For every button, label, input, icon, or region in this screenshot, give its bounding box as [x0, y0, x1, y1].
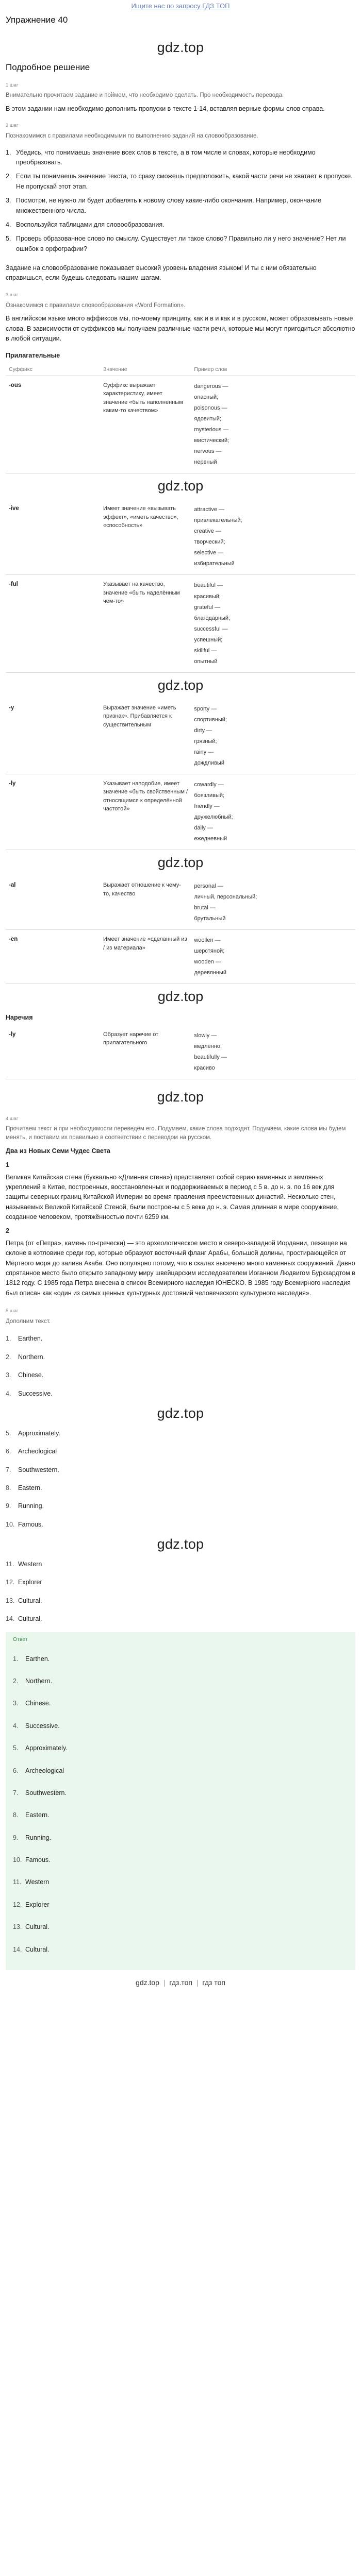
list-item — [6, 1461, 355, 1479]
footer-separator: | — [196, 1978, 199, 1987]
text-heading: Два из Новых Семи Чудес Света — [6, 1147, 110, 1155]
item-word: Northern. — [18, 1353, 45, 1361]
item-number: 11. — [13, 1878, 22, 1886]
meaning-cell: Указывает на качество, значение «быть наделённым чем-то» — [100, 575, 191, 672]
item-word: Running. — [18, 1502, 44, 1510]
example-word: woollen — — [194, 937, 221, 944]
item-word: Explorer — [18, 1579, 42, 1586]
table-row — [6, 774, 355, 850]
list-item — [6, 1555, 355, 1573]
example-word: poisonous — — [194, 405, 227, 412]
example-word: мистический; — [194, 437, 229, 444]
list-item: 2. Если ты понимаешь значение текста, то сразу сможешь предположить, какой части речи не хватает в пропуске. Не пропускай этот этап. — [6, 173, 353, 190]
table-row — [6, 876, 355, 930]
list-item — [13, 1715, 348, 1737]
item-number: 14. — [13, 1945, 22, 1953]
example-word: благодарный; — [194, 615, 231, 621]
example-word: красиво — [194, 1064, 215, 1071]
item-number: 3. — [13, 1700, 19, 1707]
answer-label: Ответ — [13, 1636, 28, 1643]
watermark: gdz.top — [157, 1405, 204, 1421]
example-word: творческий; — [194, 539, 225, 546]
item-word: Western — [25, 1878, 50, 1886]
item-word: Archeological — [18, 1448, 57, 1455]
table-row — [6, 1025, 355, 1079]
watermark: gdz.top — [157, 1089, 204, 1105]
list-item — [6, 1425, 355, 1443]
example-word: personal — — [194, 883, 223, 890]
page-title: Упражнение 40 — [6, 15, 68, 25]
meaning-cell: Выражает отношение к чему-то, качество — [100, 876, 191, 930]
item-number: 1. — [6, 1335, 11, 1343]
step-note: Дополним текст. — [6, 1318, 51, 1325]
item-number: 12. — [6, 1579, 15, 1586]
suffix-cell: -ly — [6, 774, 100, 850]
item-number: 6. — [6, 1448, 11, 1455]
footer-link[interactable]: gdz.top — [136, 1978, 159, 1987]
item-number: 8. — [13, 1811, 19, 1819]
item-number: 9. — [6, 1502, 11, 1510]
item-word: Cultural. — [18, 1597, 42, 1604]
item-number: 7. — [13, 1789, 19, 1797]
item-number: 14. — [6, 1615, 15, 1622]
item-word: Running. — [25, 1834, 52, 1841]
step-label: 2 шаг — [6, 123, 19, 129]
watermark: gdz.top — [157, 478, 204, 494]
item-number: 13. — [6, 1597, 15, 1604]
paragraph-text: Великая Китайская стена (буквально «Длинная стена») представляет собой серию каменных и земляных укреплений в Китае, построенных, восстановленных и поддерживаемых в период с 5 в. до н. э. по 16 век для защиты северных границ Китайской Империи во время правления преемственных династий. Несколько стен, называемых Великой Китайской Стеной, были построены с 5 века до н. э. Самая длинная в мире сооружение, созданное человеком, протяжённостью почти 6259 км. — [6, 1173, 339, 1221]
item-number: 5. — [13, 1744, 19, 1752]
suffix-cell: -ful — [6, 575, 100, 672]
example-word: cowardly — — [194, 781, 224, 788]
rules-list — [6, 146, 355, 256]
suffix-cell: -al — [6, 876, 100, 930]
example-word: skillful — — [194, 647, 217, 654]
item-word: Successive. — [25, 1722, 60, 1730]
item-word: Earthen. — [18, 1335, 43, 1343]
example-word: красивый; — [194, 593, 221, 600]
meaning-cell: Выражает значение «иметь признак». Прибавляется к существительным — [100, 699, 191, 774]
step-note: Прочитаем текст и при необходимости переведём его. Подумаем, какие слова подходят. Подумаем, какие слова мы будем менять, и поставим их правильно в соответствии с переводом на русском. — [6, 1126, 346, 1141]
item-word: Southwestern. — [18, 1466, 59, 1473]
list-item — [13, 1804, 348, 1826]
item-word: Successive. — [18, 1389, 53, 1397]
answer-list — [13, 1648, 348, 1961]
item-word: Northern. — [25, 1677, 53, 1685]
examples-cell — [191, 930, 355, 984]
example-word: успешный; — [194, 636, 223, 643]
table-row — [6, 376, 355, 473]
list-item — [13, 1871, 348, 1893]
examples-cell — [191, 376, 355, 473]
table-title: Прилагательные — [6, 352, 60, 360]
example-word: нервный — [194, 459, 217, 466]
example-word: selective — — [194, 550, 224, 556]
item-number: 1. — [13, 1655, 19, 1663]
example-word: rainy — — [194, 749, 214, 755]
example-word: sporty — — [194, 705, 217, 712]
column-header: Пример слов — [191, 363, 355, 376]
example-word: dirty — — [194, 727, 212, 734]
paragraph-text: Петра (от «Петра», камень по-гречески) — это археологическое место в северо-западной Иордании, лежащее на склоне в котловине среди гор, которые образуют восточный фланг Арабы, большой долины, простирающейся от Мёртвого моря до залива Акаба. Оно популярно потому, что в скалах высечено много каменных сооружений. Давно спрятанное место было открыто западному миру швейцарским исследователем Иоганном Людвигом Буркхардтом в 1812 году. С 1985 года Петра внесена в список Всемирного наследия ЮНЕСКО. В 1985 году Всемирного наследия был описан как «один из самых ценных культурных достояний человеческого культурного наследия». — [6, 1239, 355, 1297]
example-word: brutal — — [194, 905, 216, 911]
list-item: 4. Воспользуйся таблицами для словообразования. — [6, 221, 165, 228]
item-word: Archeological — [25, 1767, 64, 1774]
list-item — [6, 1497, 355, 1515]
example-word: creative — — [194, 528, 221, 535]
item-word: Famous. — [25, 1856, 51, 1863]
adverb-table — [6, 1025, 355, 1079]
item-number: 7. — [6, 1466, 11, 1473]
list-item — [13, 1782, 348, 1804]
list-item — [6, 1348, 355, 1366]
item-number: 13. — [13, 1923, 22, 1931]
table-row — [6, 575, 355, 672]
top-search-link[interactable]: Ищите нас по запросу ГДЗ ТОП — [131, 2, 230, 10]
meaning-cell: Имеет значение «сделанный из / из материала» — [100, 930, 191, 984]
watermark-row — [6, 850, 355, 876]
step-label: 5 шаг — [6, 1308, 19, 1314]
example-word: грязный; — [194, 738, 217, 744]
table-row — [6, 499, 355, 575]
watermark: gdz.top — [157, 677, 204, 693]
item-word: Famous. — [18, 1520, 43, 1528]
list-item — [13, 1692, 348, 1715]
examples-cell — [191, 575, 355, 672]
example-word: боязливый; — [194, 792, 225, 799]
item-number: 4. — [6, 1389, 11, 1397]
step-label: 1 шаг — [6, 82, 19, 88]
step-note: Ознакомимся с правилами словообразования «Word Formation». — [6, 302, 186, 309]
suffix-cell: -y — [6, 699, 100, 774]
list-item — [13, 1760, 348, 1782]
meaning-cell: Образует наречие от прилагательного — [100, 1025, 191, 1079]
watermark: gdz.top — [157, 989, 204, 1005]
list-item — [6, 1516, 355, 1534]
column-header: Значение — [100, 363, 191, 376]
completed-words-list — [6, 1330, 355, 1628]
example-word: beautifully — — [194, 1054, 227, 1060]
item-number: 5. — [6, 1429, 11, 1437]
item-number: 11. — [6, 1560, 14, 1568]
table-row — [6, 930, 355, 984]
answer-box — [6, 1632, 355, 1970]
list-item: 1. Убедись, что понимаешь значение всех слов в тексте, а в том числе и словах, которые необходимо преобразовать. — [6, 148, 316, 166]
example-word: attractive — — [194, 506, 224, 513]
examples-cell — [191, 876, 355, 930]
meaning-cell: Имеет значение «вызывать эффект», «иметь качество», «способность» — [100, 499, 191, 575]
item-word: Explorer — [25, 1901, 50, 1908]
example-word: slowly — — [194, 1032, 217, 1039]
example-word: grateful — — [194, 604, 221, 611]
footer-link[interactable]: гдз.топ — [169, 1978, 192, 1987]
step-text: Задание на словообразование показывает высокий уровень владения языком! И ты с ним обязательно справишься, если будешь следовать нашим шагам. — [6, 264, 317, 282]
item-number: 9. — [13, 1834, 19, 1841]
list-item — [6, 1443, 355, 1461]
step-note: Внимательно прочитаем задание и поймем, что необходимо сделать. Про необходимость перевода. — [6, 92, 284, 99]
list-item — [13, 1737, 348, 1759]
item-number: 12. — [13, 1901, 22, 1908]
list-item — [6, 1366, 355, 1384]
item-word: Chinese. — [25, 1700, 51, 1707]
example-word: шерстяной; — [194, 948, 225, 955]
example-word: личный, персональный; — [194, 894, 257, 901]
example-word: dangerous — — [194, 383, 228, 389]
footer-links — [6, 1977, 355, 1989]
step-note: Познакомимся с правилами необходимыми по выполнению заданий на словообразование. — [6, 133, 258, 140]
item-word: Earthen. — [25, 1655, 50, 1663]
example-word: successful — — [194, 625, 228, 632]
item-number: 8. — [6, 1484, 11, 1492]
examples-cell — [191, 1025, 355, 1079]
watermark-row — [6, 672, 355, 698]
list-item — [6, 1573, 355, 1591]
list-item — [13, 1670, 348, 1692]
table-title: Наречия — [6, 1014, 33, 1022]
list-item: 5. Проверь образованное слово по смыслу. Существует ли такое слово? Правильно ли у него значение? Нет ли ошибок в орфографии? — [6, 235, 346, 252]
step-label: 3 шаг — [6, 292, 19, 298]
list-item — [13, 1916, 348, 1938]
item-number: 10. — [6, 1520, 15, 1528]
paragraph-number: 2 — [6, 1227, 9, 1235]
item-word: Eastern. — [18, 1484, 42, 1492]
watermark: gdz.top — [157, 40, 204, 56]
example-word: daily — — [194, 825, 213, 832]
section-subtitle: Подробное решение — [6, 62, 90, 73]
item-word: Approximately. — [25, 1744, 68, 1752]
example-word: wooden — — [194, 959, 221, 965]
example-word: опасный; — [194, 394, 219, 401]
list-item — [13, 1827, 348, 1849]
list-item — [6, 1610, 355, 1628]
table-row — [6, 699, 355, 774]
example-word: деревянный — [194, 970, 226, 976]
item-number: 4. — [13, 1722, 19, 1730]
list-item: 3. Посмотри, не нужно ли будет добавлять к новому слову какие-либо окончания. Например, окончание множественного числа. — [6, 197, 321, 214]
meaning-cell: Суффикс выражает характеристику, имеет значение «быть наполненным каким-то качеством» — [100, 376, 191, 473]
examples-cell — [191, 699, 355, 774]
list-item — [13, 1939, 348, 1961]
item-word: Eastern. — [25, 1811, 50, 1819]
suffix-cell: -ous — [6, 376, 100, 473]
example-word: дружелюбный; — [194, 814, 233, 821]
step-text: В этом задании нам необходимо дополнить пропуски в тексте 1-14, вставляя верные формы слов справа. — [6, 105, 325, 112]
watermark: gdz.top — [157, 855, 204, 871]
item-number: 2. — [6, 1353, 11, 1361]
footer-link[interactable]: гдз топ — [202, 1978, 225, 1987]
list-item — [6, 1479, 355, 1497]
meaning-cell: Указывает наподобие, имеет значение «быть свойственным / относящимся к определённой частотой» — [100, 774, 191, 850]
examples-cell — [191, 499, 355, 575]
example-word: привлекательный; — [194, 517, 242, 524]
paragraph-number: 1 — [6, 1161, 9, 1169]
example-word: брутальный — [194, 916, 226, 922]
example-word: ежедневный — [194, 836, 227, 842]
example-word: избирательный — [194, 561, 235, 567]
item-word: Chinese. — [18, 1371, 44, 1379]
item-word: Southwestern. — [25, 1789, 67, 1797]
list-item — [6, 1385, 355, 1403]
item-word: Cultural. — [25, 1923, 50, 1931]
example-word: friendly — — [194, 803, 220, 810]
list-item — [6, 1330, 355, 1348]
list-item — [6, 1592, 355, 1610]
item-word: Cultural. — [25, 1945, 50, 1953]
list-item — [13, 1894, 348, 1916]
step-label: 4 шаг — [6, 1115, 19, 1122]
step-text: В английском языке много аффиксов мы, по-моему принципу, как и в и как и в русском, может образовывать новые слова. В зависимости от суффиксов мы получаем различные части речи, которые мы могут пригодиться абсолютно в любой ситуации. — [6, 315, 355, 342]
example-word: опытный — [194, 658, 218, 665]
item-number: 2. — [13, 1677, 19, 1685]
list-item — [13, 1849, 348, 1871]
suffix-cell: -ive — [6, 499, 100, 575]
suffix-cell: -en — [6, 930, 100, 984]
item-number: 6. — [13, 1767, 19, 1774]
list-item — [13, 1648, 348, 1670]
item-number: 10. — [13, 1856, 22, 1863]
suffix-table — [6, 363, 355, 1010]
footer-separator: | — [163, 1978, 166, 1987]
watermark-row — [6, 984, 355, 1010]
watermark: gdz.top — [157, 1536, 204, 1552]
example-word: ядовитый; — [194, 416, 221, 422]
example-word: спортивный; — [194, 716, 227, 723]
watermark-row — [6, 473, 355, 499]
item-number: 3. — [6, 1371, 11, 1379]
example-word: mysterious — — [194, 427, 229, 433]
item-word: Cultural. — [18, 1615, 42, 1622]
example-word: дождливый — [194, 759, 224, 766]
example-word: beautiful — — [194, 582, 223, 589]
column-header: Суффикс — [6, 363, 100, 376]
examples-cell — [191, 774, 355, 850]
example-word: медленно, — [194, 1043, 222, 1049]
example-word: nervous — — [194, 448, 222, 455]
suffix-cell: -ly — [6, 1025, 100, 1079]
item-word: Approximately. — [18, 1429, 60, 1437]
item-word: Western — [18, 1560, 42, 1568]
